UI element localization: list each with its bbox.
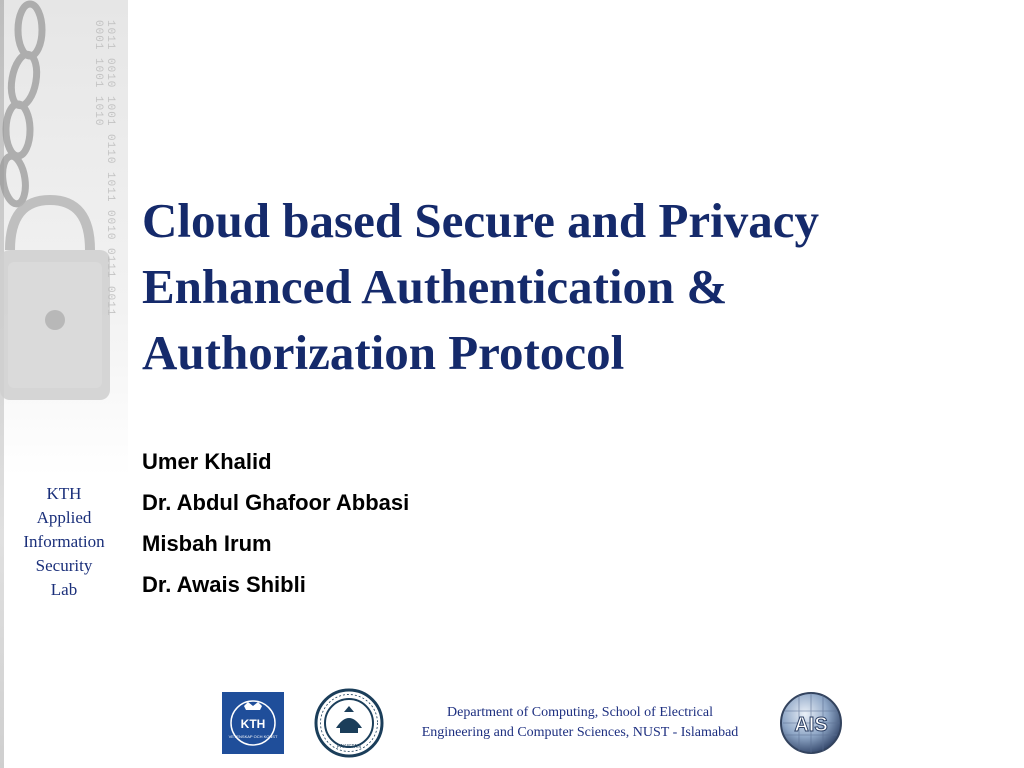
kth-logo — [222, 692, 284, 754]
slide-title: Cloud based Secure and Privacy Enhanced Authentication & Authorization Protocol — [142, 193, 819, 380]
nust-logo-text: PAKISTAN — [337, 744, 361, 750]
author-item: Dr. Abdul Ghafoor Abbasi — [142, 490, 410, 515]
author-item: Umer Khalid — [142, 449, 272, 474]
nust-logo — [314, 688, 384, 758]
binary-watermark: 1011 0010 1001 0110 1011 0010 0111 0011 0001 1001 1010 — [92, 20, 116, 317]
lab-name: KTH Applied Information Security Lab — [23, 484, 105, 599]
kth-logo-subtext: VETENSKAP OCH KONST — [228, 734, 278, 739]
author-list — [142, 441, 842, 605]
department-caption: Department of Computing, School of Electrical Engineering and Computer Sciences, NUST - Islamabad — [421, 705, 739, 740]
author-item: Dr. Awais Shibli — [142, 572, 306, 597]
author-item: Misbah Irum — [142, 531, 272, 556]
ais-logo-text: AIS — [794, 714, 828, 736]
ais-logo — [779, 691, 843, 755]
decorative-lock-strip — [0, 0, 128, 768]
kth-logo-text: KTH — [240, 717, 266, 731]
